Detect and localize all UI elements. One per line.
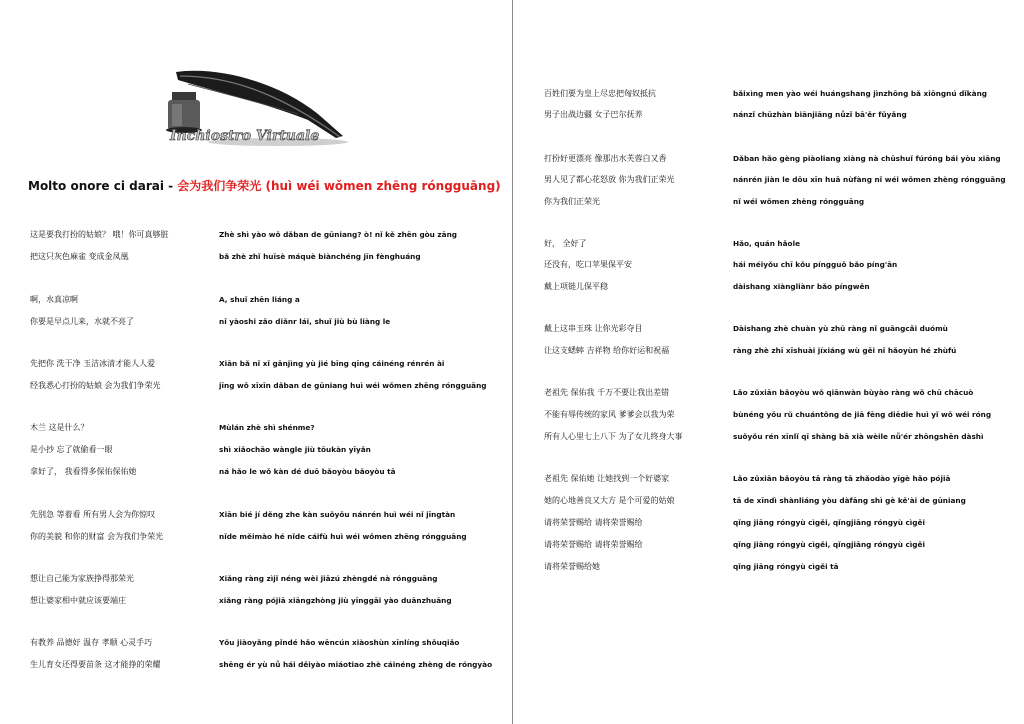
lyric-chinese-line: 请将荣誉赐给 请将荣誉赐给	[544, 518, 643, 527]
quill-inkwell-logo	[158, 62, 358, 152]
lyric-chinese-line: 你的美貌 和你的财富 会为我们争荣光	[30, 532, 164, 541]
lyric-chinese-line: 请将荣誉赐给 请将荣誉赐给	[544, 540, 643, 549]
page-divider	[512, 0, 513, 724]
logo-text: Inchiostro Virtuale	[170, 128, 320, 144]
lyric-pinyin-line: A, shuǐ zhēn liáng a	[219, 295, 300, 304]
lyric-pinyin-line: Mùlán zhè shì shénme?	[219, 423, 315, 432]
lyric-pinyin-line: Dàishang zhè chuàn yù zhū ràng nǐ guāngcǎi duómù	[733, 324, 948, 333]
lyric-chinese-line: 老祖先 保佑我 千万不要让我出差错	[544, 388, 670, 397]
lyric-pinyin-line: xiǎng ràng pójiā xiāngzhòng jiù yīnggāi yào duānzhuāng	[219, 596, 452, 605]
lyric-pinyin-line: qǐng jiāng róngyù cìgěi, qǐngjiāng róngyù cìgěi	[733, 540, 925, 549]
lyric-chinese-line: 男人见了都心花怒放 你为我们正荣光	[544, 175, 675, 184]
lyric-chinese-line: 拿好了， 我看得多保佑保佑她	[30, 467, 137, 476]
lyric-chinese-line: 请将荣誉赐给她	[544, 562, 600, 571]
lyric-chinese-line: 想让婆家相中就应该要端庄	[30, 596, 126, 605]
lyric-chinese-line: 戴上这串玉珠 让你光彩夺目	[544, 324, 643, 333]
lyric-pinyin-line: Lǎo zǔxiān bǎoyòu tā ràng tā zhǎodào yīgè hǎo pójiā	[733, 474, 951, 483]
lyric-pinyin-line: Zhè shì yào wǒ dǎban de gūniang? ò! nǐ kě zhēn gòu zāng	[219, 230, 458, 239]
lyric-chinese-line: 戴上项链儿保平稳	[544, 282, 608, 291]
lyric-chinese-line: 你为我们正荣光	[544, 197, 600, 206]
lyric-pinyin-line: Xiǎng ràng zìjǐ néng wèi jiāzú zhèngdé nà róngguāng	[219, 574, 438, 583]
lyric-chinese-line: 这是要我打扮的姑娘？ 哦！你可真够脏	[30, 230, 169, 239]
lyric-chinese-line: 想让自己能为家族挣得那荣光	[30, 574, 134, 583]
lyric-chinese-line: 生儿育女还得要苗条 这才能挣的荣耀	[30, 660, 161, 669]
lyric-pinyin-line: jīng wǒ xīxīn dǎban de gūniang huì wéi wǒmen zhēng róngguāng	[219, 381, 487, 390]
lyric-chinese-line: 你要是早点儿来，水就不亮了	[30, 317, 134, 326]
lyric-chinese-line: 男子出战边疆 女子巴尔抚养	[544, 110, 643, 119]
lyric-chinese-line: 有教养 品德好 温存 孝顺 心灵手巧	[30, 638, 153, 647]
lyric-chinese-line: 好， 全好了	[544, 239, 587, 248]
lyric-pinyin-line: nánzǐ chūzhàn biānjiāng nǚzǐ bā'ěr fǔyǎng	[733, 110, 907, 119]
lyric-chinese-line: 经我悉心打扮的姑娘 会为我们争荣光	[30, 381, 161, 390]
lyric-pinyin-line: qǐng jiāng róngyù cìgěi, qǐngjiāng róngyù cìgěi	[733, 518, 925, 527]
lyric-pinyin-line: nǐ yàoshi zǎo diǎnr lái, shuǐ jiù bù liàng le	[219, 317, 391, 326]
lyric-pinyin-line: tā de xīndì shànliáng yòu dàfāng shì gè kě'ài de gūniang	[733, 496, 966, 505]
lyric-pinyin-line: Lǎo zǔxiān bǎoyòu wǒ qiānwàn bùyào ràng wǒ chū chācuò	[733, 388, 974, 397]
page-title	[28, 177, 501, 194]
lyric-chinese-line: 先别急 等着看 所有男人会为你惊叹	[30, 510, 156, 519]
lyric-pinyin-line: ná hǎo le wǒ kàn dé duō bǎoyòu bǎoyòu tā	[219, 467, 396, 476]
lyric-pinyin-line: qǐng jiāng róngyù cìgěi tā	[733, 562, 839, 571]
lyric-chinese-line: 百姓们要为皇上尽忠把匈奴抵抗	[544, 89, 656, 98]
title-chinese: 会为我们争荣光 (huì wéi wǒmen zhēng róngguāng)	[177, 179, 501, 193]
lyric-pinyin-line: shì xiǎochāo wàngle jiù tōukàn yīyǎn	[219, 445, 371, 454]
lyric-pinyin-line: shēng ér yù nǚ hái děiyào miáotiao zhè cáinéng zhèng de róngyào	[219, 660, 493, 669]
lyric-chinese-line: 啊，水真凉啊	[30, 295, 78, 304]
lyric-pinyin-line: Yǒu jiàoyǎng pǐndé hǎo wēncún xiàoshùn xīnlíng shǒuqiǎo	[219, 638, 460, 647]
lyric-pinyin-line: bǎ zhè zhǐ huīsè máquè biànchéng jīn fènghuáng	[219, 252, 421, 261]
title-italian: Molto onore ci darai -	[28, 179, 178, 193]
lyric-chinese-line: 把这只灰色麻雀 变成金凤凰	[30, 252, 129, 261]
lyric-pinyin-line: bǎixìng men yào wéi huángshang jìnzhōng bǎ xiōngnú dǐkàng	[733, 89, 988, 98]
lyric-pinyin-line: Xiān bié jí děng zhe kàn suǒyǒu nánrén huì wéi nǐ jīngtàn	[219, 510, 456, 519]
lyric-pinyin-line: hái méiyǒu chī kǒu píngguǒ bǎo píng'ān	[733, 260, 898, 269]
lyric-pinyin-line: Hǎo, quán hǎole	[733, 239, 801, 248]
lyric-chinese-line: 所有人心里七上八下 为了女儿终身大事	[544, 432, 683, 441]
lyric-chinese-line: 让这支蟋蟀 吉祥物 给你好运和祝福	[544, 346, 670, 355]
lyric-pinyin-line: nǐde měimào hé nǐde cáifù huì wéi wǒmen zhēng róngguāng	[219, 532, 467, 541]
lyric-chinese-line: 打扮好更漂亮 像那出水芙蓉白又香	[544, 154, 667, 163]
lyric-pinyin-line: Dǎban hǎo gèng piàoliang xiàng nà chūshuǐ fúróng bái yòu xiāng	[733, 154, 1001, 163]
lyric-pinyin-line: ràng zhè zhī xīshuài jíxiáng wù gěi nǐ hǎoyùn hé zhùfú	[733, 346, 957, 355]
lyric-pinyin-line: Xiān bǎ nǐ xǐ gānjìng yù jié bīng qīng cáinéng rénrén ài	[219, 359, 445, 368]
lyric-pinyin-line: dàishang xiàngliànr bǎo píngwěn	[733, 282, 870, 291]
lyric-chinese-line: 是小抄 忘了就偷看一眼	[30, 445, 113, 454]
lyric-chinese-line: 木兰 这是什么？	[30, 423, 89, 432]
lyric-chinese-line: 先把你 洗干净 玉洁冰清才能人人爱	[30, 359, 156, 368]
lyric-chinese-line: 不能有辱传统的家风 爹爹会以我为荣	[544, 410, 675, 419]
lyric-pinyin-line: suǒyǒu rén xīnlǐ qī shàng bā xià wèile nǚ'ér zhōngshēn dàshì	[733, 432, 984, 441]
lyric-chinese-line: 还没有，吃口苹果保平安	[544, 260, 632, 269]
lyric-pinyin-line: bùnéng yǒu rǔ chuántǒng de jiā fēng diēdie huì yǐ wǒ wéi róng	[733, 410, 992, 419]
lyric-pinyin-line: nǐ wéi wǒmen zhèng róngguāng	[733, 197, 865, 206]
lyric-chinese-line: 她的心地善良又大方 是个可爱的姑娘	[544, 496, 675, 505]
lyric-chinese-line: 老祖先 保佑她 让她找到一个好婆家	[544, 474, 670, 483]
lyric-pinyin-line: nánrén jiàn le dōu xīn huā nùfàng nǐ wéi wǒmen zhèng róngguāng	[733, 175, 1006, 184]
